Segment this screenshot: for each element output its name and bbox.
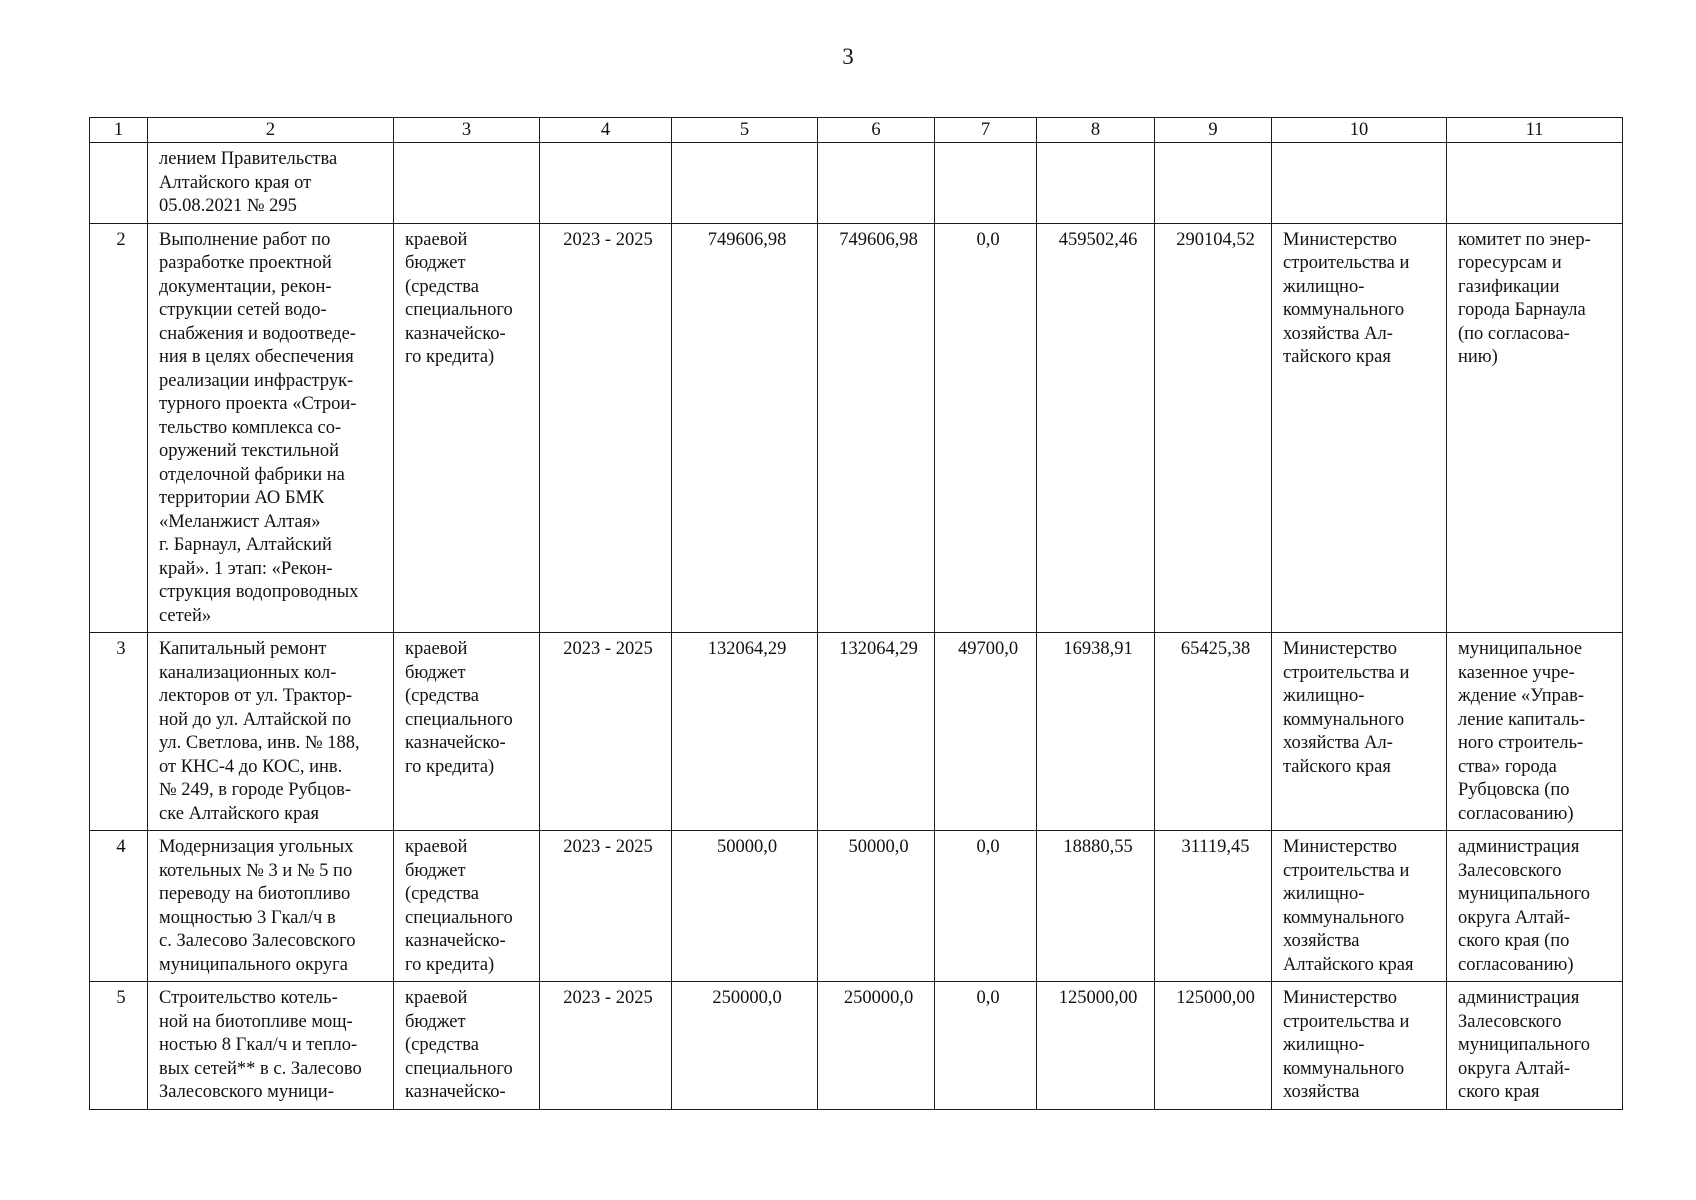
funding-source-line: специального xyxy=(405,1058,513,1079)
co-executor-line: комитет по энер- xyxy=(1458,229,1591,250)
funding-source-line: го кредита) xyxy=(405,347,495,367)
co-executor-line: муниципального xyxy=(1458,1035,1591,1055)
responsible-executor-line: хозяйства xyxy=(1283,1082,1360,1102)
measure-name-line: ске Алтайского края xyxy=(159,803,320,824)
amount-col-7: 49700,0 xyxy=(935,633,1037,831)
co-executor-line: Залесовского xyxy=(1458,860,1562,881)
measure-name-line: отделочной фабрики на xyxy=(159,464,345,485)
row-number: 3 xyxy=(90,633,148,831)
period: 2023 - 2025 xyxy=(540,633,672,831)
total-amount xyxy=(672,143,818,224)
funding-source xyxy=(394,223,540,633)
column-header: 4 xyxy=(540,118,672,143)
measure-name-line: Модернизация угольных xyxy=(159,837,354,857)
funding-source-line: краевой xyxy=(405,988,468,1008)
table-row xyxy=(90,831,1623,982)
co-executor-line: муниципального xyxy=(1458,884,1591,904)
amount-col-8: 16938,91 xyxy=(1037,633,1155,831)
measure-name-line: ной на биотопливе мощ- xyxy=(159,1011,353,1032)
amount-col-8 xyxy=(1037,143,1155,224)
co-executor-line: ного строитель- xyxy=(1458,733,1584,753)
row-number: 4 xyxy=(90,831,148,982)
co-executor xyxy=(1447,143,1623,224)
measure-name xyxy=(148,982,394,1110)
row-number: 2 xyxy=(90,223,148,633)
responsible-executor-line: строительства и xyxy=(1283,1011,1410,1032)
measure-name-line: канализационных кол- xyxy=(159,662,337,683)
responsible-executor-line: жилищно- xyxy=(1283,276,1365,297)
column-header: 2 xyxy=(148,118,394,143)
column-header: 1 xyxy=(90,118,148,143)
responsible-executor-line: хозяйства Ал- xyxy=(1283,323,1393,344)
responsible-executor-line: Алтайского края xyxy=(1283,954,1414,975)
measure-name xyxy=(148,831,394,982)
period: 2023 - 2025 xyxy=(540,223,672,633)
funding-source-line: (средства xyxy=(405,686,479,706)
co-executor xyxy=(1447,982,1623,1110)
measure-name-line: документации, рекон- xyxy=(159,276,332,297)
page-number: 3 xyxy=(842,44,854,69)
amount-col-9: 65425,38 xyxy=(1155,633,1272,831)
column-header: 6 xyxy=(818,118,935,143)
funding-source-line: бюджет xyxy=(405,662,466,683)
responsible-executor xyxy=(1272,223,1447,633)
column-header: 7 xyxy=(935,118,1037,143)
responsible-executor-line: жилищно- xyxy=(1283,884,1365,904)
responsible-executor-line: тайского края xyxy=(1283,347,1391,367)
measure-name-line: от КНС-4 до КОС, инв. xyxy=(159,756,343,777)
funding-source-line: специального xyxy=(405,907,513,928)
co-executor-line: ского края (по xyxy=(1458,931,1570,951)
measure-name-line: Алтайского края от xyxy=(159,172,312,193)
responsible-executor-line: Министерство xyxy=(1283,229,1398,250)
responsible-executor-line: тайского края xyxy=(1283,756,1391,777)
measure-name-line: Выполнение работ по xyxy=(159,229,331,250)
total-amount: 50000,0 xyxy=(672,831,818,982)
amount-col-9: 290104,52 xyxy=(1155,223,1272,633)
funding-source xyxy=(394,982,540,1110)
amount-col-9: 125000,00 xyxy=(1155,982,1272,1110)
measure-name-line: реализации инфраструк- xyxy=(159,370,354,391)
amount-col-6: 50000,0 xyxy=(818,831,935,982)
responsible-executor-line: жилищно- xyxy=(1283,686,1365,706)
funding-source-line: бюджет xyxy=(405,1011,466,1032)
co-executor-line: ление капиталь- xyxy=(1458,709,1586,730)
responsible-executor-line: хозяйства xyxy=(1283,931,1360,951)
amount-col-7: 0,0 xyxy=(935,831,1037,982)
measure-name-line: территории АО БМК xyxy=(159,488,325,508)
co-executor-line: округа Алтай- xyxy=(1458,907,1571,928)
amount-col-6: 132064,29 xyxy=(818,633,935,831)
measure-name xyxy=(148,223,394,633)
responsible-executor xyxy=(1272,831,1447,982)
funding-source-line: краевой xyxy=(405,229,468,250)
measure-name-line: с. Залесово Залесовского xyxy=(159,931,356,951)
funding-source xyxy=(394,143,540,224)
measure-name-line: мощностью 3 Гкал/ч в xyxy=(159,907,336,928)
measure-name xyxy=(148,633,394,831)
responsible-executor-line: Министерство xyxy=(1283,639,1398,659)
measure-name-line: Капитальный ремонт xyxy=(159,639,327,659)
measure-name-line: ностью 8 Гкал/ч и тепло- xyxy=(159,1035,358,1055)
funding-source-line: специального xyxy=(405,300,513,320)
responsible-executor-line: хозяйства Ал- xyxy=(1283,733,1393,753)
measure-name-line: ной до ул. Алтайской по xyxy=(159,709,352,730)
funding-source-line: (средства xyxy=(405,1035,479,1055)
period: 2023 - 2025 xyxy=(540,831,672,982)
co-executor-line: нию) xyxy=(1458,347,1498,367)
co-executor-line: ждение «Управ- xyxy=(1458,686,1585,706)
measure-name-line: лением Правительства xyxy=(159,149,338,169)
measure-name-line: Строительство котель- xyxy=(159,988,338,1008)
measure-name-line: «Меланжист Алтая» xyxy=(159,511,321,532)
amount-col-8: 459502,46 xyxy=(1037,223,1155,633)
responsible-executor-line: коммунального xyxy=(1283,907,1405,928)
table-row xyxy=(90,143,1623,224)
responsible-executor-line: Министерство xyxy=(1283,988,1398,1008)
funding-source-line: казначейско- xyxy=(405,1082,506,1102)
amount-col-7 xyxy=(935,143,1037,224)
measure-name-line: 05.08.2021 № 295 xyxy=(159,196,297,216)
funding-source xyxy=(394,831,540,982)
funding-source-line: бюджет xyxy=(405,253,466,273)
column-header: 11 xyxy=(1447,118,1623,143)
table-row xyxy=(90,633,1623,831)
responsible-executor xyxy=(1272,633,1447,831)
column-header: 9 xyxy=(1155,118,1272,143)
co-executor xyxy=(1447,831,1623,982)
table-body xyxy=(90,143,1623,1110)
measure-name-line: снабжения и водоотведе- xyxy=(159,323,356,344)
responsible-executor-line: строительства и xyxy=(1283,662,1410,683)
measure-name-line: переводу на биотопливо xyxy=(159,884,351,904)
measure-name-line: тельство комплекса со- xyxy=(159,417,342,438)
measure-name-line: край». 1 этап: «Рекон- xyxy=(159,558,333,579)
period: 2023 - 2025 xyxy=(540,982,672,1110)
measure-name-line: г. Барнаул, Алтайский xyxy=(159,535,332,555)
measure-name-line: Залесовского муници- xyxy=(159,1082,334,1102)
funding-source-line: го кредита) xyxy=(405,954,495,975)
measure-name-line: сетей» xyxy=(159,605,212,626)
co-executor-line: Залесовского xyxy=(1458,1011,1562,1032)
measure-name-line: разработке проектной xyxy=(159,253,332,273)
responsible-executor-line: строительства и xyxy=(1283,253,1410,273)
measure-name-line: № 249, в городе Рубцов- xyxy=(159,780,351,800)
measure-name xyxy=(148,143,394,224)
measure-name-line: лекторов от ул. Трактор- xyxy=(159,686,353,706)
measure-name-line: оружений текстильной xyxy=(159,441,340,461)
co-executor-line: горесурсам и xyxy=(1458,253,1562,273)
funding-source-line: казначейско- xyxy=(405,323,506,344)
measure-name-line: струкция водопроводных xyxy=(159,582,359,602)
measure-name-line: котельных № 3 и № 5 по xyxy=(159,860,353,881)
funding-source-line: краевой xyxy=(405,837,468,857)
table-header-row xyxy=(90,118,1623,143)
table-row xyxy=(90,223,1623,633)
amount-col-9: 31119,45 xyxy=(1155,831,1272,982)
budget-table xyxy=(89,117,1623,1110)
total-amount: 749606,98 xyxy=(672,223,818,633)
responsible-executor xyxy=(1272,982,1447,1110)
amount-col-6 xyxy=(818,143,935,224)
measure-name-line: муниципального округа xyxy=(159,954,348,975)
table-row xyxy=(90,982,1623,1110)
column-header: 10 xyxy=(1272,118,1447,143)
funding-source-line: казначейско- xyxy=(405,931,506,951)
column-header: 5 xyxy=(672,118,818,143)
co-executor-line: ского края xyxy=(1458,1082,1540,1102)
co-executor-line: администрация xyxy=(1458,837,1580,857)
funding-source xyxy=(394,633,540,831)
measure-name-line: струкции сетей водо- xyxy=(159,300,327,320)
co-executor-line: газификации xyxy=(1458,276,1560,297)
amount-col-9 xyxy=(1155,143,1272,224)
funding-source-line: краевой xyxy=(405,639,468,659)
row-number xyxy=(90,143,148,224)
measure-name-line: ния в целях обеспечения xyxy=(159,347,354,367)
measure-name-line: ул. Светлова, инв. № 188, xyxy=(159,733,360,753)
co-executor-line: Рубцовска (по xyxy=(1458,780,1570,800)
total-amount: 250000,0 xyxy=(672,982,818,1110)
funding-source-line: специального xyxy=(405,709,513,730)
measure-name-line: турного проекта «Строи- xyxy=(159,394,357,414)
co-executor-line: муниципальное xyxy=(1458,639,1583,659)
co-executor-line: города Барнаула xyxy=(1458,300,1586,320)
row-number: 5 xyxy=(90,982,148,1110)
responsible-executor-line: жилищно- xyxy=(1283,1035,1365,1055)
co-executor-line: администрация xyxy=(1458,988,1580,1008)
responsible-executor xyxy=(1272,143,1447,224)
period xyxy=(540,143,672,224)
co-executor-line: согласованию) xyxy=(1458,803,1574,824)
amount-col-6: 749606,98 xyxy=(818,223,935,633)
co-executor-line: согласованию) xyxy=(1458,954,1574,975)
co-executor-line: казенное учре- xyxy=(1458,662,1575,683)
funding-source-line: бюджет xyxy=(405,860,466,881)
funding-source-line: казначейско- xyxy=(405,733,506,753)
responsible-executor-line: коммунального xyxy=(1283,709,1405,730)
co-executor xyxy=(1447,633,1623,831)
column-header: 3 xyxy=(394,118,540,143)
measure-name-line: вых сетей** в с. Залесово xyxy=(159,1058,362,1079)
responsible-executor-line: коммунального xyxy=(1283,1058,1405,1079)
amount-col-6: 250000,0 xyxy=(818,982,935,1110)
amount-col-8: 125000,00 xyxy=(1037,982,1155,1110)
co-executor xyxy=(1447,223,1623,633)
total-amount: 132064,29 xyxy=(672,633,818,831)
responsible-executor-line: строительства и xyxy=(1283,860,1410,881)
co-executor-line: (по согласова- xyxy=(1458,323,1570,344)
funding-source-line: го кредита) xyxy=(405,756,495,777)
co-executor-line: ства» города xyxy=(1458,756,1557,777)
co-executor-line: округа Алтай- xyxy=(1458,1058,1571,1079)
responsible-executor-line: Министерство xyxy=(1283,837,1398,857)
funding-source-line: (средства xyxy=(405,884,479,904)
column-header: 8 xyxy=(1037,118,1155,143)
responsible-executor-line: коммунального xyxy=(1283,300,1405,320)
amount-col-8: 18880,55 xyxy=(1037,831,1155,982)
amount-col-7: 0,0 xyxy=(935,223,1037,633)
funding-source-line: (средства xyxy=(405,276,479,297)
amount-col-7: 0,0 xyxy=(935,982,1037,1110)
